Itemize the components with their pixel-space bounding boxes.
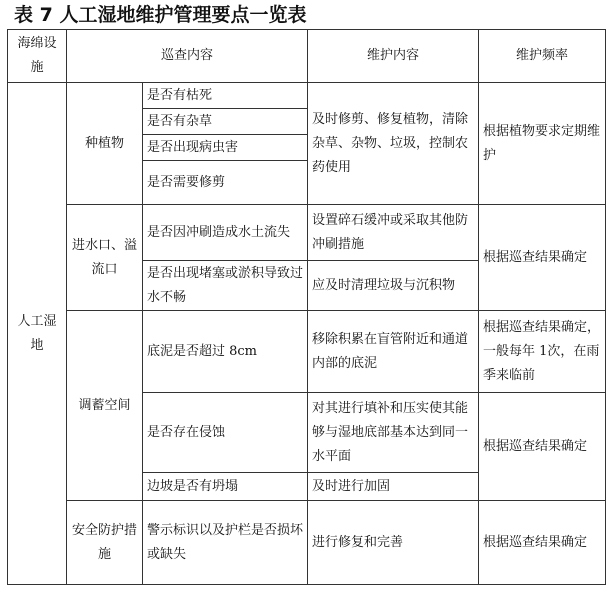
- maintenance-storage-1: 移除积累在盲管附近和通道内部的底泥: [308, 311, 479, 393]
- header-row: [8, 30, 606, 83]
- maintenance-storage-2: 对其进行填补和压实使其能够与湿地底部基本达到同一水平面: [308, 393, 479, 473]
- table-row: [8, 311, 606, 393]
- inspection-item: 是否有枯死: [143, 83, 308, 109]
- inspection-item: 边坡是否有坍塌: [143, 473, 308, 501]
- table-title: 表 7 人工湿地维护管理要点一览表: [14, 4, 307, 26]
- header-maintenance: 维护内容: [308, 30, 479, 83]
- table-row: [8, 205, 606, 261]
- frequency-plants: 根据植物要求定期维护: [479, 83, 606, 205]
- inspection-item: 是否需要修剪: [143, 161, 308, 205]
- maintenance-inlet-1: 设置碎石缓冲或采取其他防冲刷措施: [308, 205, 479, 261]
- frequency-inlet: 根据巡查结果确定: [479, 205, 606, 311]
- header-inspection: 巡查内容: [67, 30, 308, 83]
- table-row: [8, 501, 606, 585]
- maintenance-table: [7, 29, 606, 585]
- maintenance-storage-3: 及时进行加固: [308, 473, 479, 501]
- inspection-item: 底泥是否超过 8cm: [143, 311, 308, 393]
- inspection-item: 是否出现堵塞或淤积导致过水不畅: [143, 261, 308, 311]
- inspection-item: 是否存在侵蚀: [143, 393, 308, 473]
- maintenance-inlet-2: 应及时清理垃圾与沉积物: [308, 261, 479, 311]
- frequency-storage-1: 根据巡查结果确定，一般每年 1次，在雨季来临前: [479, 311, 606, 393]
- frequency-storage-2: 根据巡查结果确定: [479, 393, 606, 501]
- group-name-plants: 种植物: [67, 83, 143, 205]
- facility-cell: 人工湿地: [8, 83, 67, 585]
- inspection-item: 是否因冲刷造成水土流失: [143, 205, 308, 261]
- group-name-inlet: 进水口、溢流口: [67, 205, 143, 311]
- inspection-item: 是否有杂草: [143, 109, 308, 135]
- frequency-safety: 根据巡查结果确定: [479, 501, 606, 585]
- maintenance-plants: 及时修剪、修复植物，清除杂草、杂物、垃圾，控制农药使用: [308, 83, 479, 205]
- inspection-item: 警示标识以及护栏是否损坏或缺失: [143, 501, 308, 585]
- header-facility: 海绵设施: [8, 30, 67, 83]
- table-row: [8, 83, 606, 109]
- inspection-item: 是否出现病虫害: [143, 135, 308, 161]
- maintenance-safety: 进行修复和完善: [308, 501, 479, 585]
- group-name-safety: 安全防护措施: [67, 501, 143, 585]
- group-name-storage: 调蓄空间: [67, 311, 143, 501]
- header-frequency: 维护频率: [479, 30, 606, 83]
